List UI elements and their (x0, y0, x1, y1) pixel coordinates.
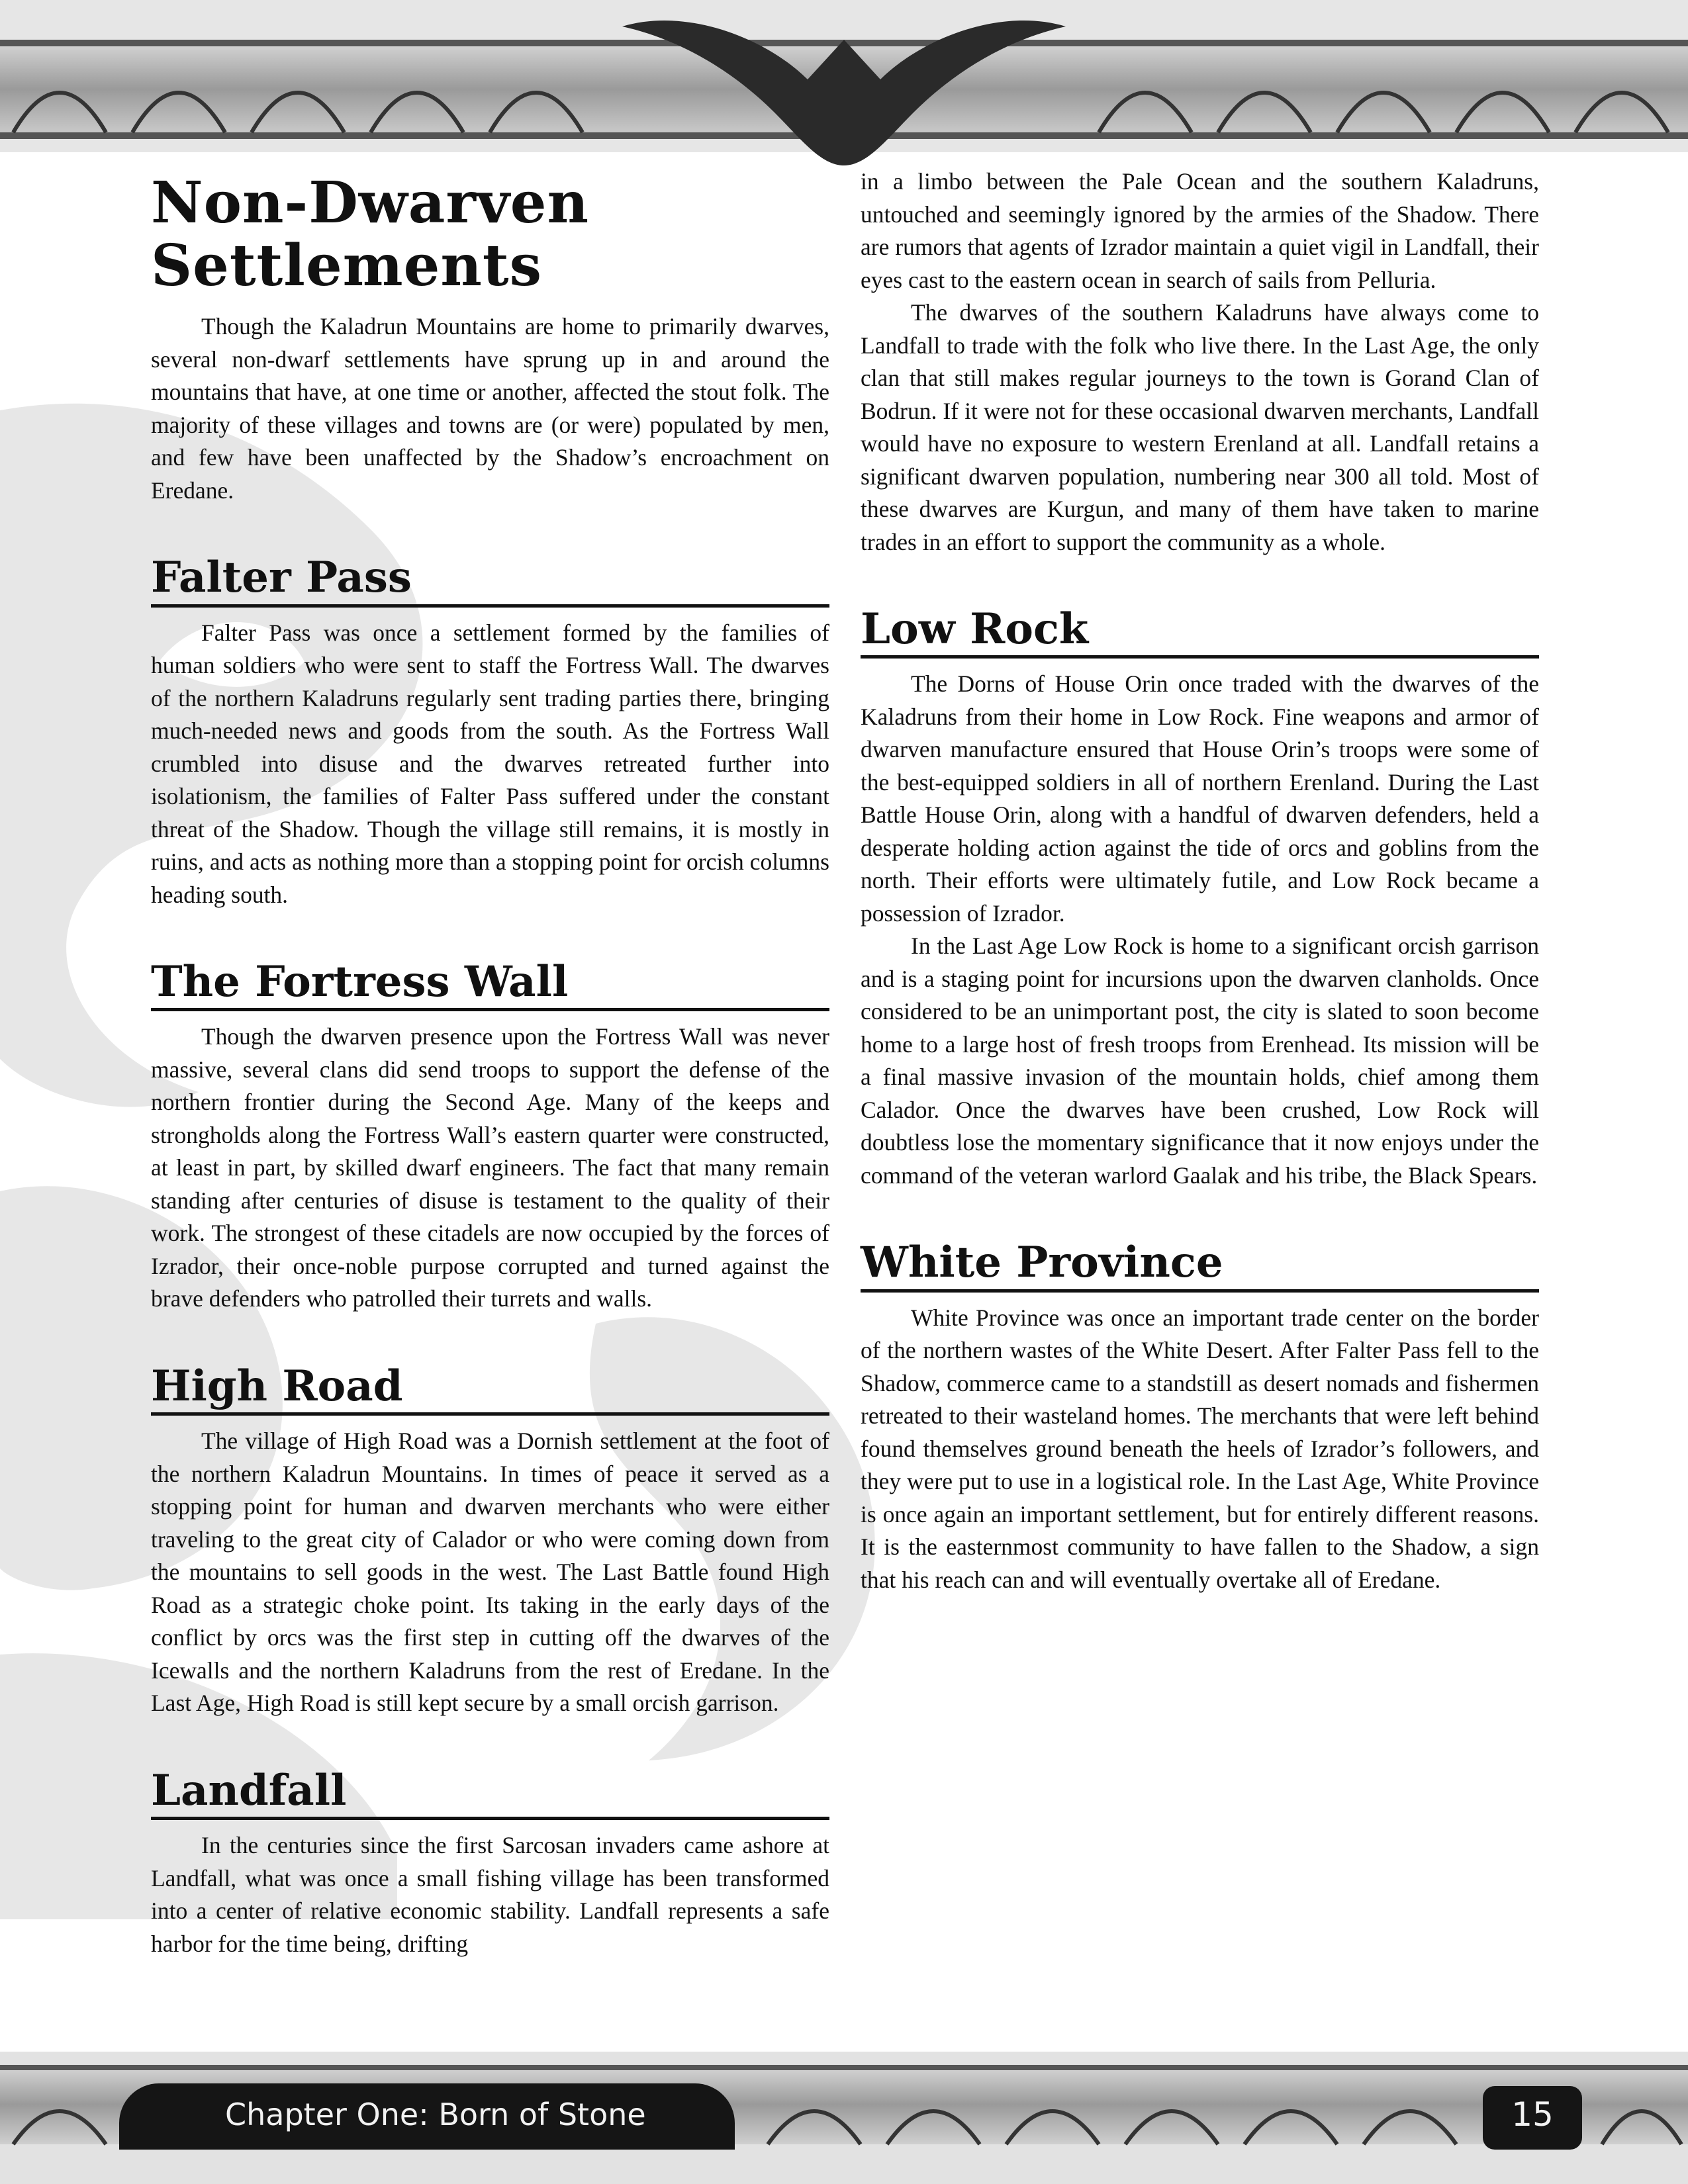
paragraph: Falter Pass was once a settlement formed by the families of human soldiers who were sent to staff the Fortress Wall. The dwarves of the northern Kaladruns regularly sent trading parties there, bringing much-needed news and goods from the south. As the Fortress Wall crumbled into disuse and the dwarves retreated further into isolationism, the families of Falter Pass suffered under the constant threat of the Shadow. Though the village still remains, it is mostly in ruins, and acts as nothing more than a stopping point for orcish columns heading south. (151, 619, 829, 908)
heading-landfall: Landfall (151, 1765, 347, 1815)
section-landfall (151, 1765, 829, 1960)
heading-low-rock: Low Rock (861, 604, 1089, 654)
paragraph: White Province was once an important trade center on the border of the northern wastes of the White Desert. After Falter Pass fell to the Shadow, commerce came to a standstill as desert nomads and fishermen retreated to their wasteland homes. The merchants that were left behind found themselves ground beneath the heels of Izrador’s followers, and they were put to use in a logistical role. In the Last Age, White Province is once again an important settlement, but for entirely different reasons. It is the easternmost community to have fallen to the Shadow, a sign that his reach can and will eventually overtake all of Eredane. (861, 1304, 1539, 1593)
section-white-province (861, 1240, 1539, 1596)
left-column (151, 165, 829, 2008)
section-fortress-wall (151, 959, 829, 1316)
paragraph: in a limbo between the Pale Ocean and the southern Kaladruns, untouched and seemingly ignored by the armies of the Shadow. There are rumors that agents of Izrador maintain a quiet vigil in Landfall, their eyes cast to the eastern ocean in search of sails from Pelluria. (861, 168, 1539, 293)
heading-fortress-wall: The Fortress Wall (151, 957, 569, 1007)
paragraph: The dwarves of the southern Kaladruns have always come to Landfall to trade with the folk who live there. In the Last Age, the only clan that still makes regular journeys to the town is Gorand Clan of Bodrun. If it were not for these occasional dwarven merchants, Landfall would have no exposure to western Erenland at all. Landfall retains a significant dwarven population, numbering near 300 all told. Most of these dwarves are Kurgun, and many of them have taken to marine trades in an effort to support the community as a whole. (861, 299, 1539, 555)
heading-white-province: White Province (861, 1238, 1223, 1288)
page-title: Non-Dwarven Settlements (151, 169, 590, 299)
heading-high-road: High Road (151, 1361, 403, 1411)
chapter-title: Chapter One: Born of Stone (225, 2097, 646, 2132)
section-falter-pass (151, 555, 829, 911)
intro-paragraph: Though the Kaladrun Mountains are home to primarily dwarves, several non-dwarf settlements have sprung up in and around the mountains that have, at one time or another, affected the stout folk. The majority of these villages and towns are (or were) populated by men, and few have been unaffected by the Shadow’s encroachment on Eredane. (151, 313, 829, 504)
header-ornament (0, 0, 1688, 165)
section-low-rock (861, 606, 1539, 1192)
paragraph: Though the dwarven presence upon the Fortress Wall was never massive, several clans did send troops to support the defense of the northern frontier during the Second Age. Many of the keeps and strongholds along the Fortress Wall’s eastern quarter were constructed, at least in part, by skilled dwarf engineers. The fact that many remain standing after centuries of disuse is testament to the quality of their work. The strongest of these citadels are now occupied by the forces of Izrador, their once-noble purpose corrupted and turned against the brave defenders who patrolled their turrets and walls. (151, 1023, 829, 1312)
section-high-road (151, 1363, 829, 1720)
right-column (861, 165, 1539, 1644)
paragraph: In the Last Age Low Rock is home to a significant orcish garrison and is a staging point for incursions upon the dwarven clanholds. Once considered to be an unimportant post, the city is slated to soon become home to a large host of fresh troops from Erenhead. Its mission will be a final massive invasion of the mountain holds, chief among them Calador. Once the dwarves have been crushed, Low Rock will doubtless lose the momentary significance that it now enjoys under the command of the veteran warlord Gaalak and his tribe, the Black Spears. (861, 933, 1539, 1189)
paragraph: The Dorns of House Orin once traded with the dwarves of the Kaladruns from their home in Low Rock. Fine weapons and armor of dwarven manufacture ensured that House Orin’s troops were some of the best-equipped soldiers in all of northern Erenland. During the Last Battle House Orin, along with a handful of dwarven defenders, held a desperate holding action against the tide of orcs and goblins from the north. Their efforts were ultimately futile, and Low Rock became a possession of Izrador. (861, 670, 1539, 927)
page-number: 15 (1511, 2095, 1554, 2134)
paragraph: The village of High Road was a Dornish settlement at the foot of the northern Kaladrun Mountains. In times of peace it served as a stopping point for human and dwarven merchants who were either traveling to the great city of Calador or who were coming down from the mountains to sell goods in the west. The Last Battle found High Road as a strategic choke point. Its taking in the early days of the conflict by orcs was the first step in cutting off the dwarves of the Icewalls and the northern Kaladruns from the rest of Eredane. In the Last Age, High Road is still kept secure by a small orcish garrison. (151, 1428, 829, 1717)
paragraph: In the centuries since the first Sarcosan invaders came ashore at Landfall, what was once a small fishing village has been transformed into a center of relative economic stability. Landfall represents a safe harbor for the time being, drifting (151, 1832, 829, 1957)
heading-falter-pass: Falter Pass (151, 553, 412, 603)
section-landfall-continued (861, 165, 1539, 559)
